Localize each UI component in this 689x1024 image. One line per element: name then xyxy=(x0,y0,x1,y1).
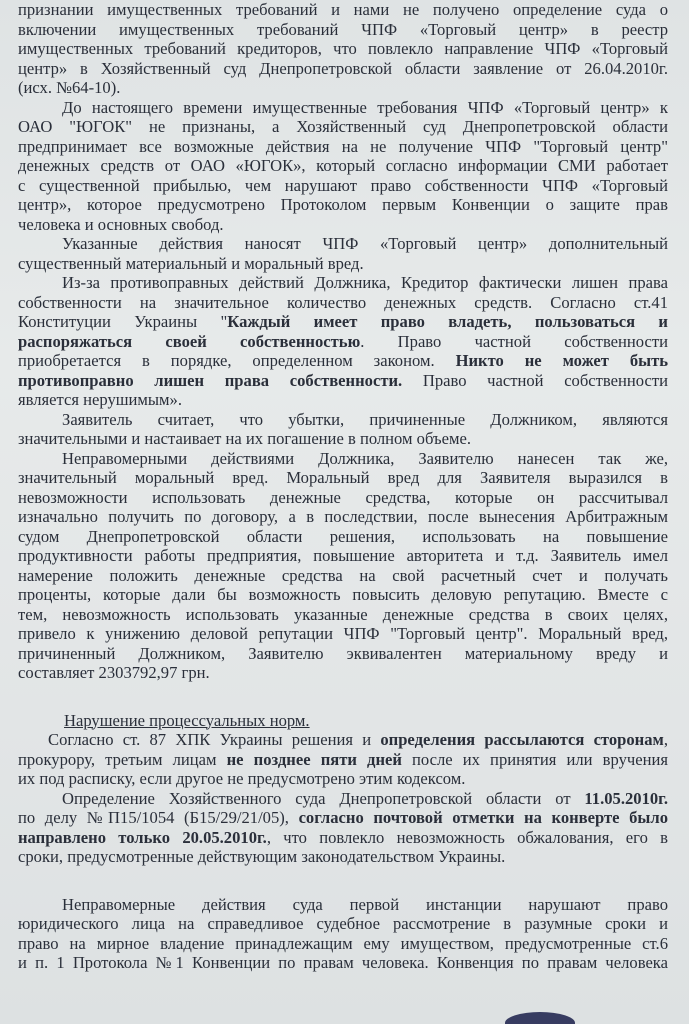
paragraph-3 xyxy=(18,234,668,273)
text-line: До настоящего времени имущественные требования ЧПФ «Торговый центр» к xyxy=(62,97,668,117)
text-run: , что повлекло невозможность обжалования, его в xyxy=(266,827,668,847)
text-line xyxy=(18,332,668,352)
text-line xyxy=(18,828,668,848)
text-line: предпринимает все возможные действия на не получение ЧПФ "Торговый центр" xyxy=(18,136,668,156)
text-line: Указанные действия наносят ЧПФ «Торговый центр» дополнительный xyxy=(62,234,668,253)
text-line xyxy=(18,371,668,391)
text-line: значительный моральный вред. Моральный вред для Заявителя выразился в xyxy=(18,468,668,487)
bold-quote: распоряжаться своей собственностью xyxy=(18,331,361,351)
bold-quote: Никто не может быть xyxy=(455,351,669,370)
text-line: составляет 2303792,97 грн. xyxy=(18,663,210,682)
ink-stamp-fragment xyxy=(505,1012,575,1024)
text-line: тем, невозможность использовать указанные денежные средства в своих целях, xyxy=(18,604,668,624)
spacer xyxy=(18,867,668,895)
text-line: значительными и настаивает на их погашение в полном объеме. xyxy=(18,429,471,448)
text-run: приобретается в порядке, определенном законом. xyxy=(18,351,435,370)
text-run: Конституции Украины " xyxy=(18,312,228,331)
text-run: Согласно ст. 87 ХПК Украины решения и xyxy=(48,730,381,749)
text-line xyxy=(18,730,668,750)
text-line: сроки, предусмотренные действующим законодательством Украины. xyxy=(18,847,506,866)
bold-run: согласно почтовой отметки на конверте было xyxy=(298,808,668,827)
text-run: прокурору, третьим лицам xyxy=(18,749,227,769)
text-run: Право частной собственности xyxy=(402,370,668,390)
text-line: является нерушимым». xyxy=(18,390,183,409)
text-line: продуктивности работы предприятия, повышение авторитета и т.д. Заявитель имел xyxy=(18,546,668,565)
spacer xyxy=(18,683,668,711)
text-line: невозможности использовать денежные средства, которые он рассчитывал xyxy=(18,487,668,507)
text-line xyxy=(18,789,668,809)
text-line: с существенной прибылью, чем нарушают право собственности ЧПФ «Торговый xyxy=(18,175,668,195)
text-line: Неправомерными действиями Должника, Заявителю нанесен так же, xyxy=(62,448,668,468)
text-line xyxy=(18,750,668,770)
text-line: Заявитель считает, что убытки, причиненные Должником, являются xyxy=(62,409,668,429)
text-line: проценты, которые дали бы возможность повысить деловую репутацию. Вместе с xyxy=(18,585,668,604)
paragraph-4 xyxy=(18,273,668,410)
document-body xyxy=(18,0,668,973)
paragraph-6 xyxy=(18,449,668,683)
text-line: судом Днепропетровской области решения, использовать на повышение xyxy=(18,526,668,546)
bold-quote: противоправно лишен права собственности. xyxy=(18,370,403,390)
text-line: человека и основных свобод. xyxy=(18,214,224,234)
text-run: . Право частной собственности xyxy=(360,331,669,351)
text-line xyxy=(18,351,668,371)
paragraph-5 xyxy=(18,410,668,449)
paragraph-1 xyxy=(18,0,668,98)
text-line xyxy=(18,808,668,828)
text-line: право на мирное владение принадлежащим ему имуществом, предусмотренные ст.6 xyxy=(18,933,668,953)
text-line: собственности на значительное количество денежных средств. Согласно ст.41 xyxy=(18,292,668,312)
bold-run: определения рассылаются сторонам xyxy=(380,730,664,749)
text-line: Из-за противоправных действий Должника, Кредитор фактически лишен права xyxy=(62,273,668,292)
text-line: юридического лица на справедливое судебное рассмотрение в разумные сроки и xyxy=(18,914,668,933)
section-heading: Нарушение процессуальных норм. xyxy=(64,710,310,730)
text-line: привело к унижению деловой репутации ЧПФ "Торговый центр". Моральный вред, xyxy=(18,624,668,643)
text-run: Определение Хозяйственного суда Днепропетровской области от xyxy=(62,788,585,808)
paragraph-9 xyxy=(18,895,668,973)
text-line: центр» в Хозяйственный суд Днепропетровской области заявление от 26.04.2010г. xyxy=(18,58,668,78)
text-run: по делу №П15/1054 (Б15/29/21/05), xyxy=(18,808,299,827)
text-line: причиненный Должником, Заявителю эквивалентен материальному вреду и xyxy=(18,643,668,663)
bold-run: 11.05.2010г. xyxy=(584,788,668,808)
bold-run: не позднее пяти дней xyxy=(226,749,402,769)
text-line: и п. 1 Протокола №1 Конвенции по правам человека. Конвенция по правам человека xyxy=(18,953,668,972)
text-line: Неправомерные действия суда первой инстанции нарушают право xyxy=(62,894,668,914)
paragraph-7 xyxy=(18,730,668,789)
text-line: намерение положить денежные средства на свой расчетный счет и получать xyxy=(18,565,668,585)
text-line: денежных средств от ОАО «ЮГОК», который согласно информации СМИ работает xyxy=(18,156,668,175)
text-line: включении имущественных требований ЧПФ «Торговый центр» в реестр xyxy=(18,19,668,39)
text-line: изначально получить по договору, а в последствии, после вынесения Арбитражным xyxy=(18,507,668,526)
text-run: , xyxy=(663,730,668,749)
text-line: ОАО "ЮГОК" не признаны, а Хозяйственный суд Днепропетровской области xyxy=(18,117,668,136)
text-line: (исх. №64-10). xyxy=(18,78,121,97)
text-line: имущественных требований кредиторов, что повлекло направление ЧПФ «Торговый xyxy=(18,39,668,58)
paragraph-8 xyxy=(18,789,668,867)
text-run: после их принятия или вручения xyxy=(401,749,668,769)
paragraph-2 xyxy=(18,98,668,235)
text-line: признании имущественных требований и нами не получено определение суда о xyxy=(18,0,668,19)
text-line: существенный материальный и моральный вред. xyxy=(18,253,364,273)
text-line xyxy=(18,312,668,332)
text-line: центр», которое предусмотрено Протоколом первым Конвенции о защите прав xyxy=(18,195,668,214)
text-line: их под расписку, если другое не предусмотрено этим кодексом. xyxy=(18,769,466,788)
bold-quote: Каждый имеет право владеть, пользоваться и xyxy=(227,312,668,331)
bold-run: направлено только 20.05.2010г. xyxy=(18,827,267,847)
